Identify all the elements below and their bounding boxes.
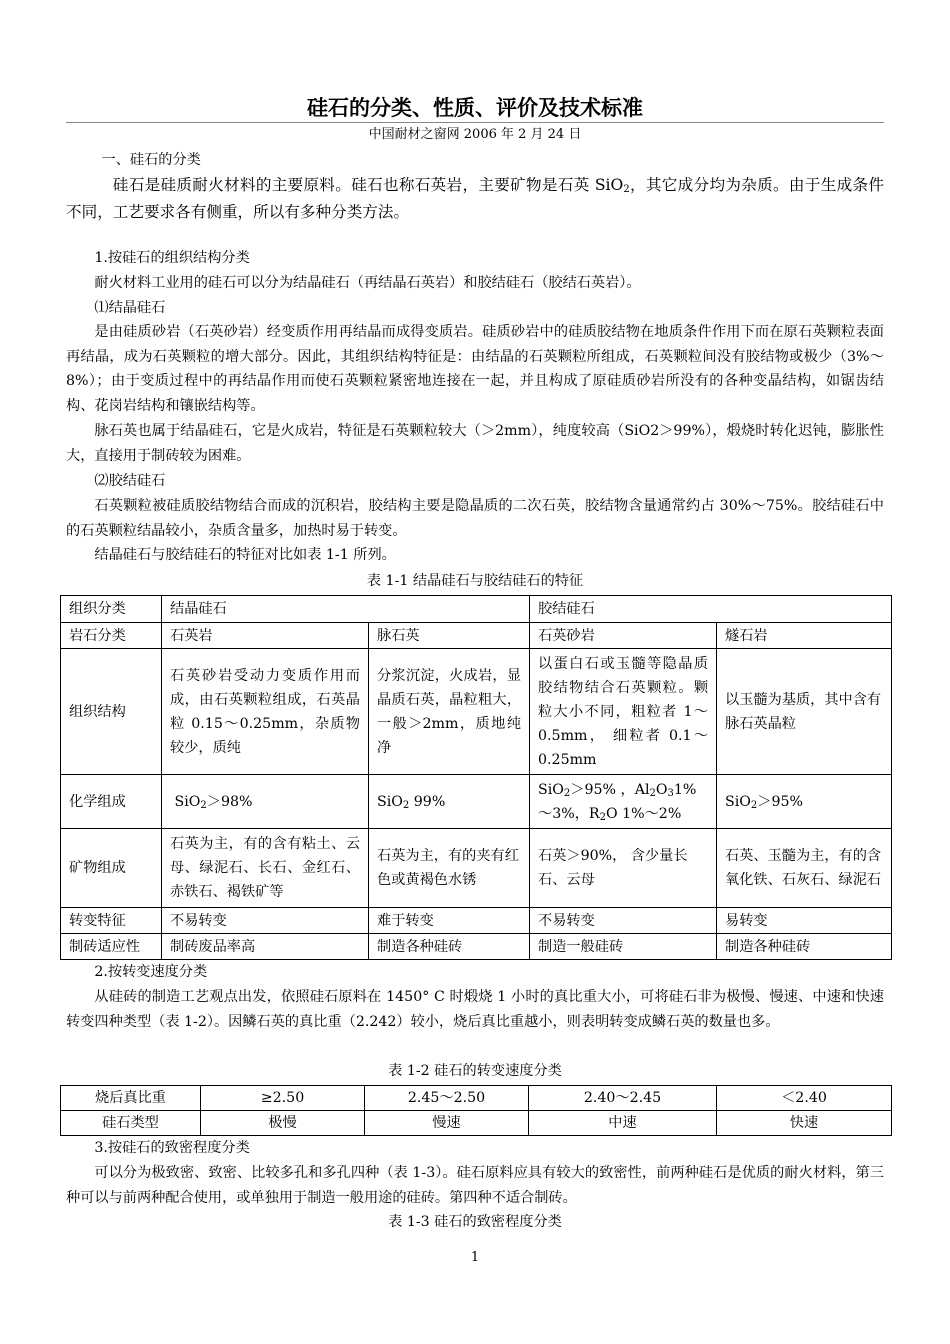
- table-cell: 2.45～2.50: [365, 1086, 529, 1111]
- sub3-heading: 3.按硅石的致密程度分类: [94, 1140, 250, 1156]
- table1-row: [61, 908, 892, 934]
- table-cell: 分浆沉淀，火成岩，显晶质石英，晶粒粗大，一般＞2mm，质地纯净: [369, 649, 530, 775]
- table-cell: 慢速: [365, 1111, 529, 1136]
- table1-row: [61, 596, 892, 623]
- table-cell: 矿物组成: [61, 829, 162, 908]
- table1: [60, 595, 892, 960]
- table-cell: SiO$_2$＞98%: [162, 775, 369, 829]
- table-cell: 燧石岩: [717, 623, 892, 649]
- table-cell: 硅石类型: [61, 1111, 201, 1136]
- table1-row: [61, 775, 892, 829]
- sub2-p1: 从硅砖的制造工艺观点出发，依照硅石原料在 1450° C 时煅烧 1 小时的真比重大小，可将硅石非为极慢、慢速、中速和快速转变四种类型（表 1-2）。因鳞石英的真比重（2.242）较小，烧后真比重越小，则表明转变成鳞石英的数量也多。: [66, 989, 884, 1030]
- table-cell: 易转变: [717, 908, 892, 934]
- table-cell: SiO$_2$ 99%: [369, 775, 530, 829]
- section1-heading: 一、硅石的分类: [101, 152, 201, 168]
- table-cell: 中速: [529, 1111, 717, 1136]
- table-cell: 组织分类: [61, 596, 162, 623]
- table-cell: SiO$_2$＞95% ，$Al_2O_31\%\sim 3\%$，$R_2O$ 1%～2%: [530, 775, 717, 829]
- table3-caption: 表 1-3 硅石的致密程度分类: [388, 1214, 562, 1230]
- table-cell: 制砖适应性: [61, 934, 162, 960]
- sub1-p3: 脉石英也属于结晶硅石，它是火成岩，特征是石英颗粒较大（＞2mm），纯度较高（SiO2＞99%），煅烧时转化迟钝，膨胀性大，直接用于制砖较为困难。: [66, 423, 884, 464]
- table-cell: ＜2.40: [717, 1086, 892, 1111]
- sub1-p5: 结晶硅石与胶结硅石的特征对比如表 1-1 所列。: [94, 547, 396, 563]
- sub1-p1: 耐火材料工业用的硅石可以分为结晶硅石（再结晶石英岩）和胶结硅石（胶结石英岩）。: [94, 275, 641, 291]
- page-number: 1: [470, 1250, 480, 1265]
- table-cell: 石英＞90%， 含少量长石、云母: [530, 829, 717, 908]
- table-cell: 转变特征: [61, 908, 162, 934]
- table-cell: 极慢: [201, 1111, 365, 1136]
- section1-intro: 硅石是硅质耐火材料的主要原料。硅石也称石英岩，主要矿物是石英 SiO$_2$，其它成分均为杂质。由于生成条件不同，工艺要求各有侧重，所以有多种分类方法。: [66, 176, 884, 221]
- sub1-p2: 是由硅质砂岩（石英砂岩）经变质作用再结晶而成得变质岩。硅质砂岩中的硅质胶结物在地质条件作用下而在原石英颗粒表面再结晶，成为石英颗粒的增大部分。因此，其组织结构特征是：由结晶的石英颗粒所组成，石英颗粒间没有胶结物或极少（3%～8%）；由于变质过程中的再结晶作用而使石英颗粒紧密地连接在一起，并且构成了原硅质砂岩所没有的各种变晶结构，如锯齿结构、花岗岩结构和镶嵌结构等。: [66, 324, 884, 414]
- table-cell: 石英岩: [162, 623, 369, 649]
- table-cell: 烧后真比重: [61, 1086, 201, 1111]
- table2: [60, 1085, 892, 1136]
- table-cell: 石英砂岩受动力变质作用而成，由石英颗粒组成，石英晶粒 0.15～0.25mm，杂质物较少，质纯: [162, 649, 369, 775]
- table-cell: 石英为主，有的夹有红色或黄褐色水锈: [369, 829, 530, 908]
- sub1-cement-heading: ⑵胶结硅石: [94, 473, 166, 489]
- title-rule: [66, 122, 884, 123]
- document-title: 硅石的分类、性质、评价及技术标准: [307, 95, 643, 120]
- sub2-heading: 2.按转变速度分类: [94, 964, 208, 980]
- table-cell: 结晶硅石: [162, 596, 530, 623]
- table-cell: SiO$_2$＞95%: [717, 775, 892, 829]
- table-cell: 以蛋白石或玉髓等隐晶质胶结物结合石英颗粒。颗粒大小不同，粗粒者 1～0.5mm， 细粒者 0.1～0.25mm: [530, 649, 717, 775]
- table-cell: 不易转变: [530, 908, 717, 934]
- table-cell: 石英为主，有的含有粘土、云母、绿泥石、长石、金红石、赤铁石、褐铁矿等: [162, 829, 369, 908]
- table2-row: [61, 1111, 892, 1136]
- table1-row: [61, 623, 892, 649]
- table-cell: 石英砂岩: [530, 623, 717, 649]
- table-cell: 岩石分类: [61, 623, 162, 649]
- table-cell: 石英、玉髓为主，有的含氧化铁、石灰石、绿泥石: [717, 829, 892, 908]
- sub1-p4: 石英颗粒被硅质胶结物结合而成的沉积岩，胶结构主要是隐晶质的二次石英，胶结物含量通常约占 30%～75%。胶结硅石中的石英颗粒结晶较小，杂质含量多，加热时易于转变。: [66, 498, 884, 539]
- table-cell: 制砖废品率高: [162, 934, 369, 960]
- table-cell: 化学组成: [61, 775, 162, 829]
- table1-row: [61, 649, 892, 775]
- table1-row: [61, 934, 892, 960]
- table1-caption: 表 1-1 结晶硅石与胶结硅石的特征: [366, 573, 584, 589]
- table-cell: 脉石英: [369, 623, 530, 649]
- table-cell: 制造各种硅砖: [369, 934, 530, 960]
- table-cell: 2.40～2.45: [529, 1086, 717, 1111]
- table-cell: 快速: [717, 1111, 892, 1136]
- table-cell: 不易转变: [162, 908, 369, 934]
- table-cell: 以玉髓为基质，其中含有脉石英晶粒: [717, 649, 892, 775]
- sub1-heading: 1.按硅石的组织结构分类: [94, 250, 250, 266]
- table1-row: [61, 829, 892, 908]
- table2-caption: 表 1-2 硅石的转变速度分类: [388, 1063, 562, 1079]
- table2-row: [61, 1086, 892, 1111]
- table-cell: ≥2.50: [201, 1086, 365, 1111]
- table-cell: 组织结构: [61, 649, 162, 775]
- sub3-p1: 可以分为极致密、致密、比较多孔和多孔四种（表 1-3）。硅石原料应具有较大的致密性，前两种硅石是优质的耐火材料，第三种可以与前两种配合使用，或单独用于制造一般用途的硅砖。第四种不适合制砖。: [66, 1165, 884, 1206]
- document-source: 中国耐材之窗网 2006 年 2 月 24 日: [368, 127, 582, 142]
- sub1-cryst-heading: ⑴结晶硅石: [94, 300, 166, 316]
- table-cell: 难于转变: [369, 908, 530, 934]
- table-cell: 胶结硅石: [530, 596, 892, 623]
- table-cell: 制造一般硅砖: [530, 934, 717, 960]
- table-cell: 制造各种硅砖: [717, 934, 892, 960]
